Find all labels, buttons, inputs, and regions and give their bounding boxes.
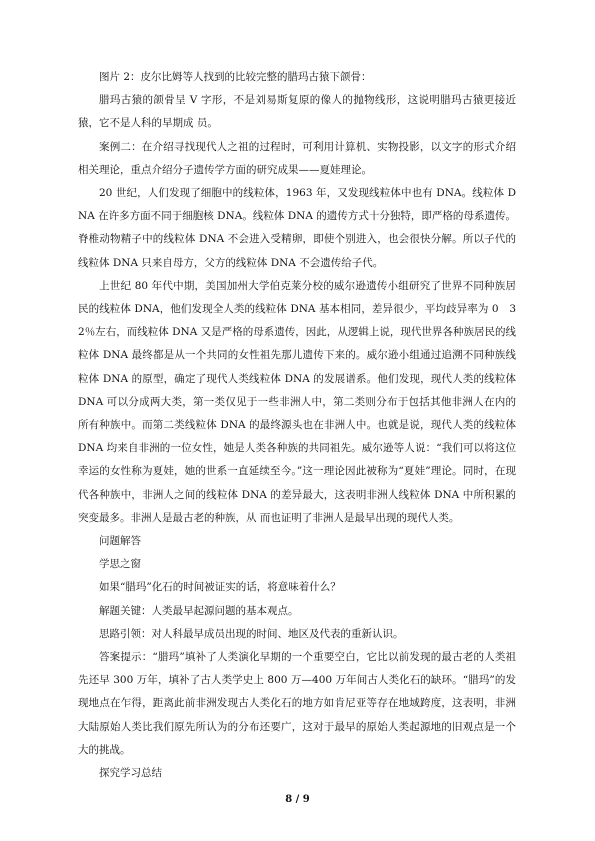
paragraph-case-two: 案例二：在介绍寻找现代人之祖的过程时，可利用计算机、实物投影，以文字的形式介绍相关理论，重点介绍分子遗传学方面的研究成果——夏娃理论。: [78, 140, 516, 176]
paragraph-question: 如果“腊玛”化石的时间被证实的话，将意味着什么？: [99, 581, 341, 594]
heading-question-answers: 问题解答: [99, 535, 141, 548]
paragraph-guidance: 思路引领：对人科最早成员出现的时间、地区及代表的重新认识。: [99, 627, 404, 640]
paragraph-eve-theory: 上世纪 80 年代中期，美国加州大学伯克莱分校的威尔逊遗传小组研究了世界不同种族居民的线粒体 DNA，他们发现全人类的线粒体 DNA 基本相同，差异很少，平均歧异率为 0 32％左右，而线粒体 DNA 又是严格的母系遗传，因此，从逻辑上说，现代世界各种族居民的线粒体 DNA 最终都是从一个共同的女性祖先那儿遗传下来的。威尔逊小组通过追溯不同种族线粒体 DNA 的原型，确定了现代人类线粒体 DNA 的发展谱系。他们发现，现代人类的线粒体 DNA 可以分成两大类，第一类仅见于一些非洲人中，第二类则分布于包括其他非洲人在内的所有种族中。而第二类线粒体 DNA 的最终源头也在非洲人中。也就是说，现代人类的线粒体 DNA 均来自非洲的一位女性，她是人类各种族的共同祖先。威尔逊等人说：“我们可以将这位幸运的女性称为夏娃，她的世系一直延续至今。”这一理论因此被称为“夏娃”理论。同时，在现代各种族中，非洲人之间的线粒体 DNA 的差异最大，这表明非洲人线粒体 DNA 中所积累的突变最多。非洲人是最古老的种族，从 而也证明了非洲人是最早出现的现代人类。: [78, 279, 516, 524]
heading-study-window: 学思之窗: [99, 558, 141, 571]
paragraph-key-point: 解题关键：人类最早起源问题的基本观点。: [99, 604, 299, 617]
paragraph-mitochondria: 20 世纪，人们发现了细胞中的线粒体，1963 年，又发现线粒体中也有 DNA。线粒体 DNA 在许多方面不同于细胞核 DNA。线粒体 DNA 的遗传方式十分独特，即严格的母系遗传。脊椎动物精子中的线粒体 DNA 不会进入受精卵，即使个别进入，也会很快分解。所以子代的线粒体 DNA 只来自母方，父方的线粒体 DNA 不会遗传给子代。: [78, 187, 516, 269]
document-body: [78, 66, 516, 785]
paragraph-figure-caption: 图片 2：皮尔比姆等人找到的比较完整的腊玛古猿下颌骨：: [99, 71, 372, 83]
paragraph-answer-hint: 答案提示：“腊玛”填补了人类演化早期的一个重要空白，它比以前发现的最古老的人类祖先还早 300 万年，填补了古人类学史上 800 万—400 万年间古人类化石的缺环。“腊玛”的发现地点在乍得，距离此前非洲发现古人类化石的地方如肯尼亚等存在地域跨度，这表明，非洲大陆原始人类比我们原先所认为的分布还要广，这对于最早的原始人类起源地的旧观点是一个大的挑战。: [78, 651, 516, 756]
page-number: 8 / 9: [285, 794, 310, 805]
heading-inquiry-summary: 探究学习总结: [99, 767, 162, 780]
paragraph-ramapithecus-jaw: 腊玛古猿的颌骨呈 V 字形，不是刘易斯复原的像人的抛物线形，这说明腊玛古猿更接近猿，它不是人科的早期成 员。: [78, 94, 516, 130]
